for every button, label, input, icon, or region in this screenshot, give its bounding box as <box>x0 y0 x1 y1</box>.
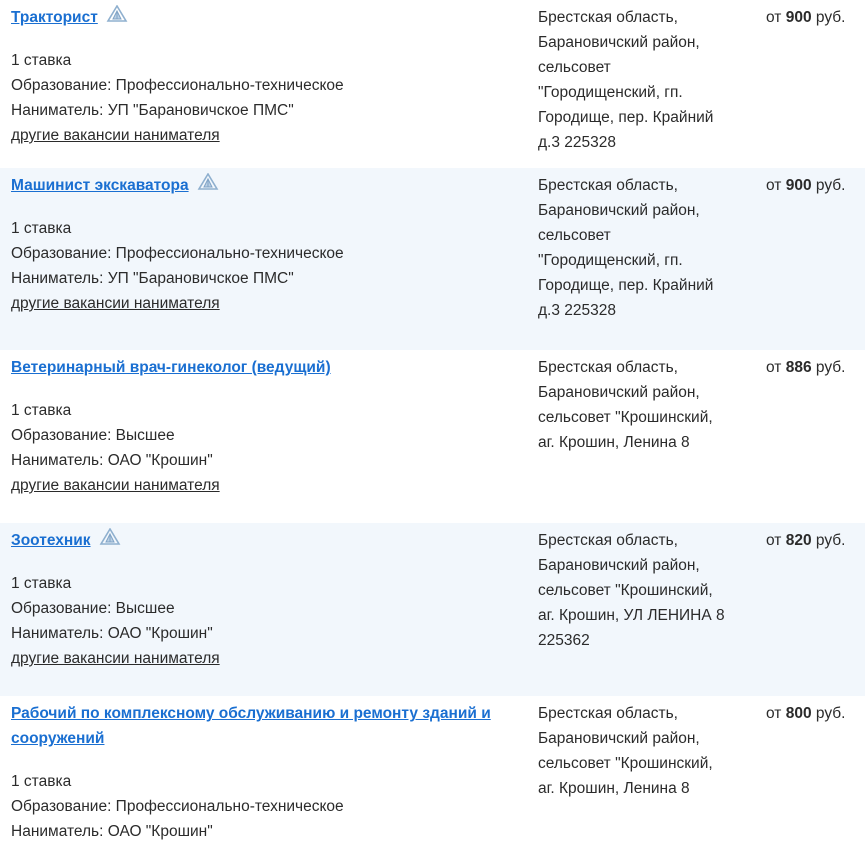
salary-prefix: от <box>766 177 782 194</box>
vacancy-address <box>538 528 748 653</box>
address-line: Барановичский район, <box>538 730 700 747</box>
other-vacancies-line <box>11 291 521 316</box>
address-line: сельсовет "Крошинский, <box>538 582 713 599</box>
other-employer-vacancies-link[interactable]: другие вакансии нанимателя <box>11 295 220 312</box>
address-line: Брестская область, <box>538 532 678 549</box>
vacancy-rate: 1 ставка <box>11 220 72 237</box>
salary-currency: руб. <box>815 359 846 376</box>
vacancy-title-link[interactable]: Машинист экскаватора <box>11 177 189 194</box>
salary-amount: 900 <box>785 9 812 26</box>
vacancy-title-line <box>11 523 521 553</box>
vacancy-address <box>538 5 748 155</box>
vacancy-rate: 1 ставка <box>11 575 72 592</box>
vacancy-meta <box>11 769 521 844</box>
salary-amount: 800 <box>785 705 812 722</box>
address-line: Городище, пер. Крайний <box>538 109 714 126</box>
salary-currency: руб. <box>815 9 846 26</box>
vacancy-title-link[interactable]: Тракторист <box>11 9 98 26</box>
vacancy-education: Образование: Профессионально-техническое <box>11 77 344 94</box>
vacancy-row <box>0 350 865 523</box>
vacancy-employer: Наниматель: УП "Барановичское ПМС" <box>11 102 294 119</box>
address-line: сельсовет "Крошинский, <box>538 755 713 772</box>
other-employer-vacancies-link[interactable]: другие вакансии нанимателя <box>11 650 220 667</box>
vacancy-info <box>11 350 521 498</box>
vacancy-row <box>0 696 865 856</box>
vacancy-info <box>11 168 521 316</box>
other-employer-vacancies-link[interactable]: другие вакансии нанимателя <box>11 127 220 144</box>
vacancy-education: Образование: Высшее <box>11 427 175 444</box>
address-line: "Городищенский, гп. <box>538 252 683 269</box>
address-line: 225362 <box>538 632 590 649</box>
other-vacancies-line <box>11 123 521 148</box>
salary-prefix: от <box>766 9 782 26</box>
salary-amount: 820 <box>785 532 812 549</box>
address-line: Барановичский район, <box>538 34 700 51</box>
address-line: аг. Крошин, Ленина 8 <box>538 434 690 451</box>
vacancy-address <box>538 355 748 455</box>
vacancy-address <box>538 701 748 801</box>
salary-currency: руб. <box>815 705 846 722</box>
salary-currency: руб. <box>815 177 846 194</box>
vacancy-salary <box>766 701 845 726</box>
vacancy-rate: 1 ставка <box>11 52 72 69</box>
salary-prefix: от <box>766 359 782 376</box>
vacancy-title-line <box>11 350 521 380</box>
vacancy-meta <box>11 571 521 671</box>
vacancy-employer: Наниматель: ОАО "Крошин" <box>11 823 213 840</box>
employer-badge-icon <box>106 5 128 28</box>
address-line: Барановичский район, <box>538 202 700 219</box>
salary-amount: 900 <box>785 177 812 194</box>
vacancy-education: Образование: Высшее <box>11 600 175 617</box>
vacancy-rate: 1 ставка <box>11 402 72 419</box>
address-line: Барановичский район, <box>538 384 700 401</box>
vacancy-rate: 1 ставка <box>11 773 72 790</box>
vacancy-salary <box>766 355 845 380</box>
salary-prefix: от <box>766 705 782 722</box>
vacancy-meta <box>11 216 521 316</box>
address-line: сельсовет "Крошинский, <box>538 409 713 426</box>
vacancy-row <box>0 168 865 350</box>
address-line: д.3 225328 <box>538 302 616 319</box>
address-line: Брестская область, <box>538 705 678 722</box>
address-line: Брестская область, <box>538 9 678 26</box>
vacancy-salary <box>766 5 845 30</box>
salary-prefix: от <box>766 532 782 549</box>
vacancy-title-line <box>11 168 521 198</box>
vacancy-title-line <box>11 0 521 30</box>
vacancy-education: Образование: Профессионально-техническое <box>11 798 344 815</box>
vacancy-title-link[interactable]: Ветеринарный врач-гинеколог (ведущий) <box>11 359 331 376</box>
vacancy-employer: Наниматель: УП "Барановичское ПМС" <box>11 270 294 287</box>
vacancy-info <box>11 0 521 148</box>
vacancy-title-link[interactable]: Рабочий по комплексному обслуживанию и ремонту зданий и сооружений <box>11 705 491 747</box>
other-employer-vacancies-link[interactable]: другие вакансии нанимателя <box>11 477 220 494</box>
vacancy-meta <box>11 398 521 498</box>
salary-currency: руб. <box>815 532 846 549</box>
address-line: д.3 225328 <box>538 134 616 151</box>
address-line: сельсовет <box>538 59 611 76</box>
employer-badge-icon <box>99 528 121 551</box>
vacancy-row <box>0 523 865 696</box>
vacancy-meta <box>11 48 521 148</box>
employer-badge-icon <box>197 173 219 196</box>
vacancy-address <box>538 173 748 323</box>
address-line: Брестская область, <box>538 359 678 376</box>
address-line: сельсовет <box>538 227 611 244</box>
vacancy-info <box>11 696 521 844</box>
salary-amount: 886 <box>785 359 812 376</box>
vacancy-row <box>0 0 865 168</box>
vacancy-education: Образование: Профессионально-техническое <box>11 245 344 262</box>
address-line: Городище, пер. Крайний <box>538 277 714 294</box>
other-vacancies-line <box>11 646 521 671</box>
vacancy-employer: Наниматель: ОАО "Крошин" <box>11 625 213 642</box>
address-line: Брестская область, <box>538 177 678 194</box>
other-vacancies-line <box>11 473 521 498</box>
address-line: "Городищенский, гп. <box>538 84 683 101</box>
vacancy-employer: Наниматель: ОАО "Крошин" <box>11 452 213 469</box>
vacancy-title-line <box>11 701 521 751</box>
address-line: аг. Крошин, Ленина 8 <box>538 780 690 797</box>
address-line: Барановичский район, <box>538 557 700 574</box>
vacancy-salary <box>766 528 845 553</box>
address-line: аг. Крошин, УЛ ЛЕНИНА 8 <box>538 607 725 624</box>
vacancy-info <box>11 523 521 671</box>
vacancy-salary <box>766 173 845 198</box>
vacancy-title-link[interactable]: Зоотехник <box>11 532 91 549</box>
